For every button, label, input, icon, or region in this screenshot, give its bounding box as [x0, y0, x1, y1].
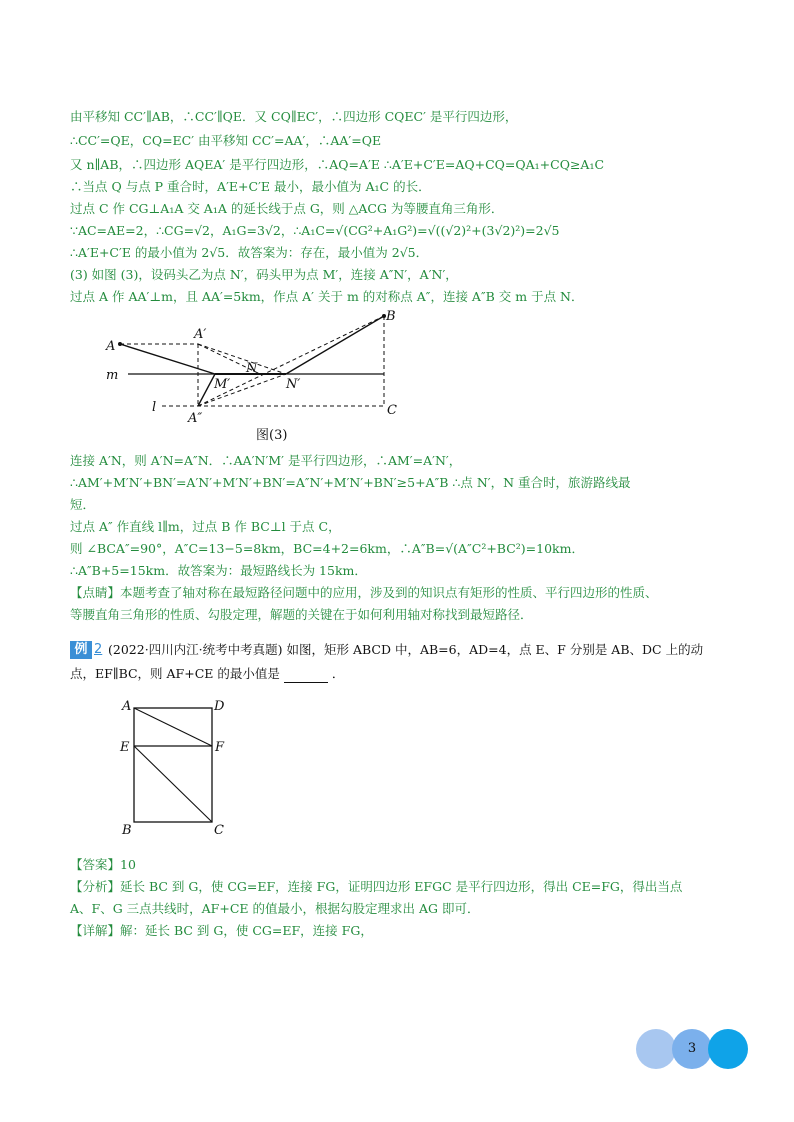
analysis-line: 【分析】延长 BC 到 G，使 CG=EF，连接 FG，证明四边形 EFGC 是平行四边形，得出 CE=FG，得出当点: [70, 879, 683, 894]
page-number: 3: [687, 1041, 697, 1056]
label-a: A: [106, 339, 116, 354]
note-line: 【点睛】本题考查了轴对称在最短路径问题中的应用，涉及到的知识点有矩形的性质、平行四边形的性质、: [70, 585, 658, 600]
solution-line: 过点 A″ 作直线 l∥m，过点 B 作 BC⊥l 于点 C，: [70, 519, 341, 534]
decor-circle: [636, 1029, 676, 1069]
label-f: F: [215, 740, 225, 755]
segment-ec: [134, 746, 212, 822]
segment-a2b: [198, 316, 384, 406]
label-a: A: [122, 699, 132, 714]
label-l: l: [152, 400, 157, 415]
solution-line: ∴当点 Q 与点 P 重合时，A′E+C′E 最小，最小值为 A₁C 的长．: [70, 179, 431, 194]
solution-line: 过点 C 作 CG⊥A₁A 交 A₁A 的延长线于点 G，则 △ACG 为等腰直角三角形．: [70, 201, 504, 216]
decor-circle: [708, 1029, 748, 1069]
label-c: C: [387, 403, 397, 418]
solution-line: ∴CC′=QE，CQ=EC′ 由平移知 CC′=AA′，∴AA′=QE: [70, 133, 382, 148]
analysis-line: A、F、G 三点共线时，AF+CE 的值最小，根据勾股定理求出 AG 即可．: [70, 901, 480, 916]
example-question-text: 点，EF∥BC，则 AF+CE 的最小值是: [70, 666, 280, 681]
solution-line: ∴A″B+5=15km．故答案为：最短路线长为 15km．: [70, 563, 367, 578]
example-question-line-2: [70, 665, 344, 683]
segment-a1n1: [198, 344, 286, 374]
example-tag: 例: [70, 641, 92, 659]
solution-line: ∴AM′+M′N′+BN′=A′N′+M′N′+BN′=A″N′+M′N′+BN′≥5+A″B ∴点 N′，N 重合时，旅游路线最: [70, 475, 631, 490]
example-number: 2: [94, 642, 103, 657]
label-d: D: [214, 699, 225, 714]
label-a2: A″: [188, 411, 203, 426]
point-a: [118, 342, 122, 346]
label-b: B: [386, 309, 396, 324]
segment-nb: [286, 316, 384, 374]
solution-line: 又 n∥AB，∴四边形 AQEA′ 是平行四边形，∴AQ=A′E ∴A′E+C′E=AQ+CQ=QA₁+CQ≥A₁C: [70, 157, 605, 172]
answer-blank: [284, 670, 328, 683]
solution-line: 连接 A′N，则 A′N=A″N．∴AA′N′M′ 是平行四边形，∴AM′=A′N′，: [70, 453, 462, 468]
example-question-end: ．: [331, 666, 345, 681]
label-n1: N′: [286, 377, 301, 392]
label-m: m: [106, 368, 119, 383]
figure-3-diagram: [100, 306, 420, 446]
label-c: C: [214, 823, 224, 838]
solution-line: 由平移知 CC′∥AB，∴CC′∥QE．又 CQ∥EC′，∴四边形 CQEC′ 是平行四边形，: [70, 109, 518, 124]
detail-line: 【详解】解：延长 BC 到 G，使 CG=EF，连接 FG，: [70, 923, 373, 938]
solution-line: ∴A′E+C′E 的最小值为 2√5．故答案为：存在，最小值为 2√5．: [70, 245, 429, 260]
example-question-line-1: (2022·四川内江·统考中考真题) 如图，矩形 ABCD 中，AB=6，AD=4，点 E、F 分别是 AB、DC 上的动: [108, 642, 704, 657]
segment-a2n1: [198, 374, 286, 406]
label-m1: M′: [214, 377, 231, 392]
solution-line: ∵AC=AE=2，∴CG=√2，A₁G=3√2，∴A₁C=√(CG²+A₁G²)=√((√2)²+(3√2)²)=2√5: [70, 223, 560, 238]
rectangle-diagram: [116, 696, 236, 838]
answer-line: 【答案】10: [70, 857, 136, 872]
label-b: B: [122, 823, 132, 838]
solution-line: 过点 A 作 AA′⊥m，且 AA′=5km，作点 A′ 关于 m 的对称点 A″，连接 A″B 交 m 于点 N．: [70, 289, 584, 304]
page-number-badge: [636, 1029, 754, 1069]
solution-line: 短．: [70, 497, 96, 512]
segment-am: [120, 344, 215, 374]
label-a1: A′: [194, 327, 207, 342]
figure-caption: 图(3): [256, 428, 288, 443]
rectangle-abcd: [134, 708, 212, 822]
solution-line: 则 ∠BCA″=90°，A″C=13−5=8km，BC=4+2=6km，∴A″B=√(A″C²+BC²)=10km．: [70, 541, 584, 556]
note-line: 等腰直角三角形的性质、勾股定理，解题的关键在于如何利用轴对称找到最短路径．: [70, 607, 533, 622]
segment-af: [134, 708, 212, 746]
solution-line: (3) 如图 (3)，设码头乙为点 N′，码头甲为点 M′，连接 A″N′，A′N′，: [70, 267, 458, 282]
label-n: N: [246, 361, 258, 376]
label-e: E: [120, 740, 130, 755]
